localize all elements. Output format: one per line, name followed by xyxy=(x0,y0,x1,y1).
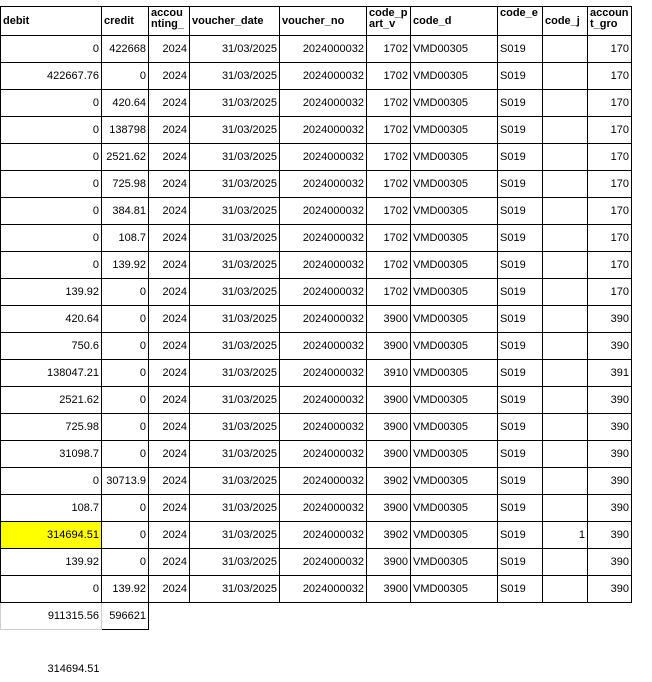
debit-cell[interactable]: 138047.21 xyxy=(1,360,102,387)
code-e-cell[interactable]: S019 xyxy=(498,63,543,90)
accounting-cell[interactable]: 2024 xyxy=(149,90,190,117)
debit-cell[interactable]: 31098.7 xyxy=(1,441,102,468)
account-group-cell[interactable]: 390 xyxy=(588,576,632,603)
account-group-cell[interactable]: 170 xyxy=(588,36,632,63)
code-part-cell[interactable]: 1702 xyxy=(367,198,411,225)
table-row xyxy=(1,495,632,522)
debit-cell[interactable]: 0 xyxy=(1,144,102,171)
voucher-date-cell[interactable]: 31/03/2025 xyxy=(190,333,280,360)
table-row xyxy=(1,333,632,360)
code-d-cell[interactable]: VMD00305 xyxy=(411,522,498,549)
accounting-cell[interactable]: 2024 xyxy=(149,387,190,414)
accounting-cell[interactable]: 2024 xyxy=(149,495,190,522)
code-part-cell[interactable]: 3910 xyxy=(367,360,411,387)
code-d-cell[interactable]: VMD00305 xyxy=(411,144,498,171)
code-part-cell[interactable]: 1702 xyxy=(367,144,411,171)
code-d-cell[interactable]: VMD00305 xyxy=(411,36,498,63)
code-e-cell[interactable]: S019 xyxy=(498,225,543,252)
credit-cell[interactable]: 0 xyxy=(102,549,149,576)
code-e-cell[interactable]: S019 xyxy=(498,279,543,306)
accounting-cell[interactable]: 2024 xyxy=(149,252,190,279)
code-e-cell[interactable]: S019 xyxy=(498,522,543,549)
code-j-cell[interactable] xyxy=(543,549,588,576)
credit-cell[interactable]: 108.7 xyxy=(102,225,149,252)
code-d-cell[interactable]: VMD00305 xyxy=(411,468,498,495)
voucher-no-cell[interactable]: 2024000032 xyxy=(280,522,367,549)
code-d-cell[interactable]: VMD00305 xyxy=(411,441,498,468)
total-credit-cell[interactable]: 596621 xyxy=(102,603,149,630)
header-code-d[interactable]: code_d xyxy=(411,7,498,36)
voucher-date-cell[interactable]: 31/03/2025 xyxy=(190,441,280,468)
table-row xyxy=(1,198,632,225)
voucher-no-cell[interactable]: 2024000032 xyxy=(280,306,367,333)
account-group-cell[interactable]: 170 xyxy=(588,117,632,144)
code-j-cell[interactable] xyxy=(543,144,588,171)
table-row xyxy=(1,414,632,441)
account-group-cell[interactable]: 391 xyxy=(588,360,632,387)
code-j-cell[interactable] xyxy=(543,252,588,279)
header-account-group[interactable]: account_gro xyxy=(588,7,632,36)
credit-cell[interactable]: 725.98 xyxy=(102,171,149,198)
table-row xyxy=(1,279,632,306)
code-d-cell[interactable]: VMD00305 xyxy=(411,306,498,333)
account-group-cell[interactable]: 170 xyxy=(588,171,632,198)
table-row xyxy=(1,576,632,603)
voucher-date-cell[interactable]: 31/03/2025 xyxy=(190,468,280,495)
debit-cell[interactable]: 108.7 xyxy=(1,495,102,522)
table-row xyxy=(1,549,632,576)
debit-cell[interactable]: 0 xyxy=(1,252,102,279)
code-d-cell[interactable]: VMD00305 xyxy=(411,549,498,576)
code-j-cell[interactable] xyxy=(543,279,588,306)
voucher-date-cell[interactable]: 31/03/2025 xyxy=(190,171,280,198)
code-part-cell[interactable]: 1702 xyxy=(367,117,411,144)
data-table xyxy=(0,6,632,682)
code-e-cell[interactable]: S019 xyxy=(498,576,543,603)
code-part-cell[interactable]: 3900 xyxy=(367,549,411,576)
credit-cell[interactable]: 422668 xyxy=(102,36,149,63)
empty-cells xyxy=(149,603,632,630)
code-d-cell[interactable]: VMD00305 xyxy=(411,90,498,117)
voucher-date-cell[interactable]: 31/03/2025 xyxy=(190,387,280,414)
code-d-cell[interactable]: VMD00305 xyxy=(411,387,498,414)
total-debit-cell[interactable]: 911315.56 xyxy=(1,603,102,630)
table-body xyxy=(1,36,632,603)
account-group-cell[interactable]: 170 xyxy=(588,198,632,225)
code-e-cell[interactable]: S019 xyxy=(498,333,543,360)
voucher-no-cell[interactable]: 2024000032 xyxy=(280,414,367,441)
header-voucher-date[interactable]: voucher_date xyxy=(190,7,280,36)
debit-cell[interactable]: 139.92 xyxy=(1,549,102,576)
credit-cell[interactable]: 0 xyxy=(102,414,149,441)
debit-cell[interactable]: 0 xyxy=(1,468,102,495)
code-d-cell[interactable]: VMD00305 xyxy=(411,279,498,306)
code-part-cell[interactable]: 3900 xyxy=(367,441,411,468)
voucher-date-cell[interactable]: 31/03/2025 xyxy=(190,225,280,252)
account-group-cell[interactable]: 170 xyxy=(588,225,632,252)
debit-cell[interactable]: 139.92 xyxy=(1,279,102,306)
code-j-cell[interactable] xyxy=(543,576,588,603)
code-e-cell[interactable]: S019 xyxy=(498,198,543,225)
header-row xyxy=(1,7,632,36)
table-row xyxy=(1,117,632,144)
table-row xyxy=(1,306,632,333)
accounting-cell[interactable]: 2024 xyxy=(149,306,190,333)
code-d-cell[interactable]: VMD00305 xyxy=(411,117,498,144)
extra-value-cell[interactable]: 314694.51 xyxy=(47,663,100,675)
voucher-date-cell[interactable]: 31/03/2025 xyxy=(190,90,280,117)
voucher-no-cell[interactable]: 2024000032 xyxy=(280,360,367,387)
credit-cell[interactable]: 0 xyxy=(102,387,149,414)
accounting-cell[interactable]: 2024 xyxy=(149,468,190,495)
code-part-cell[interactable]: 3900 xyxy=(367,387,411,414)
voucher-no-cell[interactable]: 2024000032 xyxy=(280,468,367,495)
accounting-cell[interactable]: 2024 xyxy=(149,360,190,387)
account-group-cell[interactable]: 390 xyxy=(588,414,632,441)
table-row xyxy=(1,360,632,387)
voucher-no-cell[interactable]: 2024000032 xyxy=(280,198,367,225)
empty-cells xyxy=(102,656,632,682)
code-e-cell[interactable]: S019 xyxy=(498,36,543,63)
code-d-cell[interactable]: VMD00305 xyxy=(411,360,498,387)
code-j-cell[interactable] xyxy=(543,90,588,117)
voucher-date-cell[interactable]: 31/03/2025 xyxy=(190,36,280,63)
accounting-cell[interactable]: 2024 xyxy=(149,414,190,441)
accounting-cell[interactable]: 2024 xyxy=(149,36,190,63)
voucher-date-cell[interactable]: 31/03/2025 xyxy=(190,279,280,306)
credit-cell[interactable]: 0 xyxy=(102,279,149,306)
code-e-cell[interactable]: S019 xyxy=(498,468,543,495)
code-e-cell[interactable]: S019 xyxy=(498,441,543,468)
code-j-cell[interactable] xyxy=(543,36,588,63)
debit-cell[interactable]: 750.6 xyxy=(1,333,102,360)
code-d-cell[interactable]: VMD00305 xyxy=(411,225,498,252)
code-part-cell[interactable]: 1702 xyxy=(367,279,411,306)
code-part-cell[interactable]: 3900 xyxy=(367,576,411,603)
credit-cell[interactable]: 0 xyxy=(102,333,149,360)
credit-cell[interactable]: 384.81 xyxy=(102,198,149,225)
header-code-e[interactable]: code_e xyxy=(498,7,543,36)
table-row xyxy=(1,441,632,468)
code-e-cell[interactable]: S019 xyxy=(498,414,543,441)
header-voucher-no[interactable]: voucher_no xyxy=(280,7,367,36)
table-row xyxy=(1,36,632,63)
account-group-cell[interactable]: 390 xyxy=(588,387,632,414)
voucher-date-cell[interactable]: 31/03/2025 xyxy=(190,306,280,333)
voucher-no-cell[interactable]: 2024000032 xyxy=(280,495,367,522)
debit-cell[interactable]: 0 xyxy=(1,90,102,117)
voucher-no-cell[interactable]: 2024000032 xyxy=(280,549,367,576)
table-row xyxy=(1,252,632,279)
accounting-cell[interactable]: 2024 xyxy=(149,63,190,90)
table-row xyxy=(1,63,632,90)
credit-cell[interactable]: 0 xyxy=(102,63,149,90)
header-accounting[interactable]: accounting_ xyxy=(149,7,190,36)
header-credit[interactable]: credit xyxy=(102,7,149,36)
voucher-no-cell[interactable]: 2024000032 xyxy=(280,252,367,279)
account-group-cell[interactable]: 170 xyxy=(588,252,632,279)
code-e-cell[interactable]: S019 xyxy=(498,171,543,198)
code-part-cell[interactable]: 1702 xyxy=(367,171,411,198)
voucher-no-cell[interactable]: 2024000032 xyxy=(280,387,367,414)
code-e-cell[interactable]: S019 xyxy=(498,144,543,171)
code-d-cell[interactable]: VMD00305 xyxy=(411,63,498,90)
accounting-cell[interactable]: 2024 xyxy=(149,171,190,198)
code-j-cell[interactable] xyxy=(543,414,588,441)
voucher-no-cell[interactable]: 2024000032 xyxy=(280,144,367,171)
voucher-date-cell[interactable]: 31/03/2025 xyxy=(190,576,280,603)
voucher-date-cell[interactable]: 31/03/2025 xyxy=(190,252,280,279)
code-part-cell[interactable]: 3900 xyxy=(367,306,411,333)
code-e-cell[interactable]: S019 xyxy=(498,495,543,522)
accounting-cell[interactable]: 2024 xyxy=(149,279,190,306)
code-e-cell[interactable]: S019 xyxy=(498,387,543,414)
debit-cell[interactable]: 420.64 xyxy=(1,306,102,333)
voucher-date-cell[interactable]: 31/03/2025 xyxy=(190,360,280,387)
account-group-cell[interactable]: 170 xyxy=(588,279,632,306)
credit-cell[interactable]: 2521.62 xyxy=(102,144,149,171)
code-part-cell[interactable]: 1702 xyxy=(367,90,411,117)
extra-row xyxy=(1,656,632,682)
account-group-cell[interactable]: 170 xyxy=(588,144,632,171)
table-row xyxy=(1,387,632,414)
voucher-no-cell[interactable]: 2024000032 xyxy=(280,63,367,90)
accounting-cell[interactable]: 2024 xyxy=(149,549,190,576)
table-row xyxy=(1,225,632,252)
table-row xyxy=(1,144,632,171)
credit-cell[interactable]: 0 xyxy=(102,522,149,549)
totals-row xyxy=(1,603,632,630)
debit-cell[interactable]: 2521.62 xyxy=(1,387,102,414)
voucher-no-cell[interactable]: 2024000032 xyxy=(280,36,367,63)
accounting-cell[interactable]: 2024 xyxy=(149,225,190,252)
account-group-cell[interactable]: 390 xyxy=(588,333,632,360)
blank-row xyxy=(1,630,632,657)
code-j-cell[interactable] xyxy=(543,306,588,333)
code-j-cell[interactable] xyxy=(543,225,588,252)
code-j-cell[interactable] xyxy=(543,468,588,495)
voucher-no-cell[interactable]: 2024000032 xyxy=(280,279,367,306)
accounting-cell[interactable]: 2024 xyxy=(149,144,190,171)
voucher-date-cell[interactable]: 31/03/2025 xyxy=(190,414,280,441)
debit-cell[interactable]: 725.98 xyxy=(1,414,102,441)
debit-cell[interactable]: 422667.76 xyxy=(1,63,102,90)
debit-cell[interactable]: 0 xyxy=(1,198,102,225)
voucher-no-cell[interactable]: 2024000032 xyxy=(280,171,367,198)
debit-cell[interactable]: 0 xyxy=(1,117,102,144)
code-j-cell[interactable] xyxy=(543,63,588,90)
account-group-cell[interactable]: 390 xyxy=(588,306,632,333)
accounting-cell[interactable]: 2024 xyxy=(149,198,190,225)
code-part-cell[interactable]: 3900 xyxy=(367,414,411,441)
credit-cell[interactable]: 138798 xyxy=(102,117,149,144)
accounting-cell[interactable]: 2024 xyxy=(149,576,190,603)
code-d-cell[interactable]: VMD00305 xyxy=(411,576,498,603)
voucher-no-cell[interactable]: 2024000032 xyxy=(280,576,367,603)
credit-cell[interactable]: 0 xyxy=(102,441,149,468)
credit-cell[interactable]: 139.92 xyxy=(102,576,149,603)
code-d-cell[interactable]: VMD00305 xyxy=(411,252,498,279)
code-j-cell[interactable] xyxy=(543,387,588,414)
accounting-cell[interactable]: 2024 xyxy=(149,522,190,549)
code-j-cell[interactable] xyxy=(543,495,588,522)
voucher-no-cell[interactable]: 2024000032 xyxy=(280,441,367,468)
account-group-cell[interactable]: 170 xyxy=(588,63,632,90)
table-row xyxy=(1,468,632,495)
code-part-cell[interactable]: 3902 xyxy=(367,468,411,495)
code-part-cell[interactable]: 3900 xyxy=(367,495,411,522)
debit-cell[interactable]: 0 xyxy=(1,171,102,198)
voucher-date-cell[interactable]: 31/03/2025 xyxy=(190,522,280,549)
account-group-cell[interactable]: 390 xyxy=(588,522,632,549)
voucher-date-cell[interactable]: 31/03/2025 xyxy=(190,495,280,522)
code-j-cell[interactable] xyxy=(543,171,588,198)
voucher-date-cell[interactable]: 31/03/2025 xyxy=(190,549,280,576)
voucher-no-cell[interactable]: 2024000032 xyxy=(280,90,367,117)
header-code-j[interactable]: code_j xyxy=(543,7,588,36)
voucher-date-cell[interactable]: 31/03/2025 xyxy=(190,63,280,90)
code-j-cell[interactable] xyxy=(543,198,588,225)
code-e-cell[interactable]: S019 xyxy=(498,117,543,144)
account-group-cell[interactable]: 390 xyxy=(588,549,632,576)
table-row xyxy=(1,522,632,549)
credit-cell[interactable]: 420.64 xyxy=(102,90,149,117)
account-group-cell[interactable]: 390 xyxy=(588,468,632,495)
voucher-no-cell[interactable]: 2024000032 xyxy=(280,117,367,144)
debit-cell[interactable]: 0 xyxy=(1,576,102,603)
code-part-cell[interactable]: 3902 xyxy=(367,522,411,549)
account-group-cell[interactable]: 390 xyxy=(588,441,632,468)
debit-cell[interactable]: 0 xyxy=(1,36,102,63)
table-row xyxy=(1,171,632,198)
voucher-date-cell[interactable]: 31/03/2025 xyxy=(190,198,280,225)
voucher-date-cell[interactable]: 31/03/2025 xyxy=(190,117,280,144)
code-j-cell[interactable]: 1 xyxy=(543,522,588,549)
code-d-cell[interactable]: VMD00305 xyxy=(411,495,498,522)
code-j-cell[interactable] xyxy=(543,360,588,387)
accounting-cell[interactable]: 2024 xyxy=(149,117,190,144)
code-d-cell[interactable]: VMD00305 xyxy=(411,414,498,441)
code-part-cell[interactable]: 1702 xyxy=(367,225,411,252)
code-part-cell[interactable]: 1702 xyxy=(367,36,411,63)
header-code-part[interactable]: code_part_v xyxy=(367,7,411,36)
code-part-cell[interactable]: 1702 xyxy=(367,63,411,90)
voucher-no-cell[interactable]: 2024000032 xyxy=(280,225,367,252)
empty-cell xyxy=(1,630,632,657)
credit-cell[interactable]: 0 xyxy=(102,306,149,333)
code-d-cell[interactable]: VMD00305 xyxy=(411,333,498,360)
account-group-cell[interactable]: 170 xyxy=(588,90,632,117)
accounting-cell[interactable]: 2024 xyxy=(149,441,190,468)
voucher-date-cell[interactable]: 31/03/2025 xyxy=(190,144,280,171)
code-e-cell[interactable]: S019 xyxy=(498,90,543,117)
code-e-cell[interactable]: S019 xyxy=(498,306,543,333)
accounting-cell[interactable]: 2024 xyxy=(149,333,190,360)
code-d-cell[interactable]: VMD00305 xyxy=(411,171,498,198)
code-part-cell[interactable]: 3900 xyxy=(367,333,411,360)
code-e-cell[interactable]: S019 xyxy=(498,549,543,576)
code-e-cell[interactable]: S019 xyxy=(498,360,543,387)
credit-cell[interactable]: 30713.9 xyxy=(102,468,149,495)
code-j-cell[interactable] xyxy=(543,441,588,468)
code-j-cell[interactable] xyxy=(543,117,588,144)
debit-cell[interactable]: 314694.51 xyxy=(1,522,102,549)
code-part-cell[interactable]: 1702 xyxy=(367,252,411,279)
credit-cell[interactable]: 0 xyxy=(102,360,149,387)
code-e-cell[interactable]: S019 xyxy=(498,252,543,279)
credit-cell[interactable]: 139.92 xyxy=(102,252,149,279)
table-row xyxy=(1,90,632,117)
header-debit[interactable]: debit xyxy=(1,7,102,36)
account-group-cell[interactable]: 390 xyxy=(588,495,632,522)
voucher-no-cell[interactable]: 2024000032 xyxy=(280,333,367,360)
debit-cell[interactable]: 0 xyxy=(1,225,102,252)
code-d-cell[interactable]: VMD00305 xyxy=(411,198,498,225)
code-j-cell[interactable] xyxy=(543,333,588,360)
credit-cell[interactable]: 0 xyxy=(102,495,149,522)
